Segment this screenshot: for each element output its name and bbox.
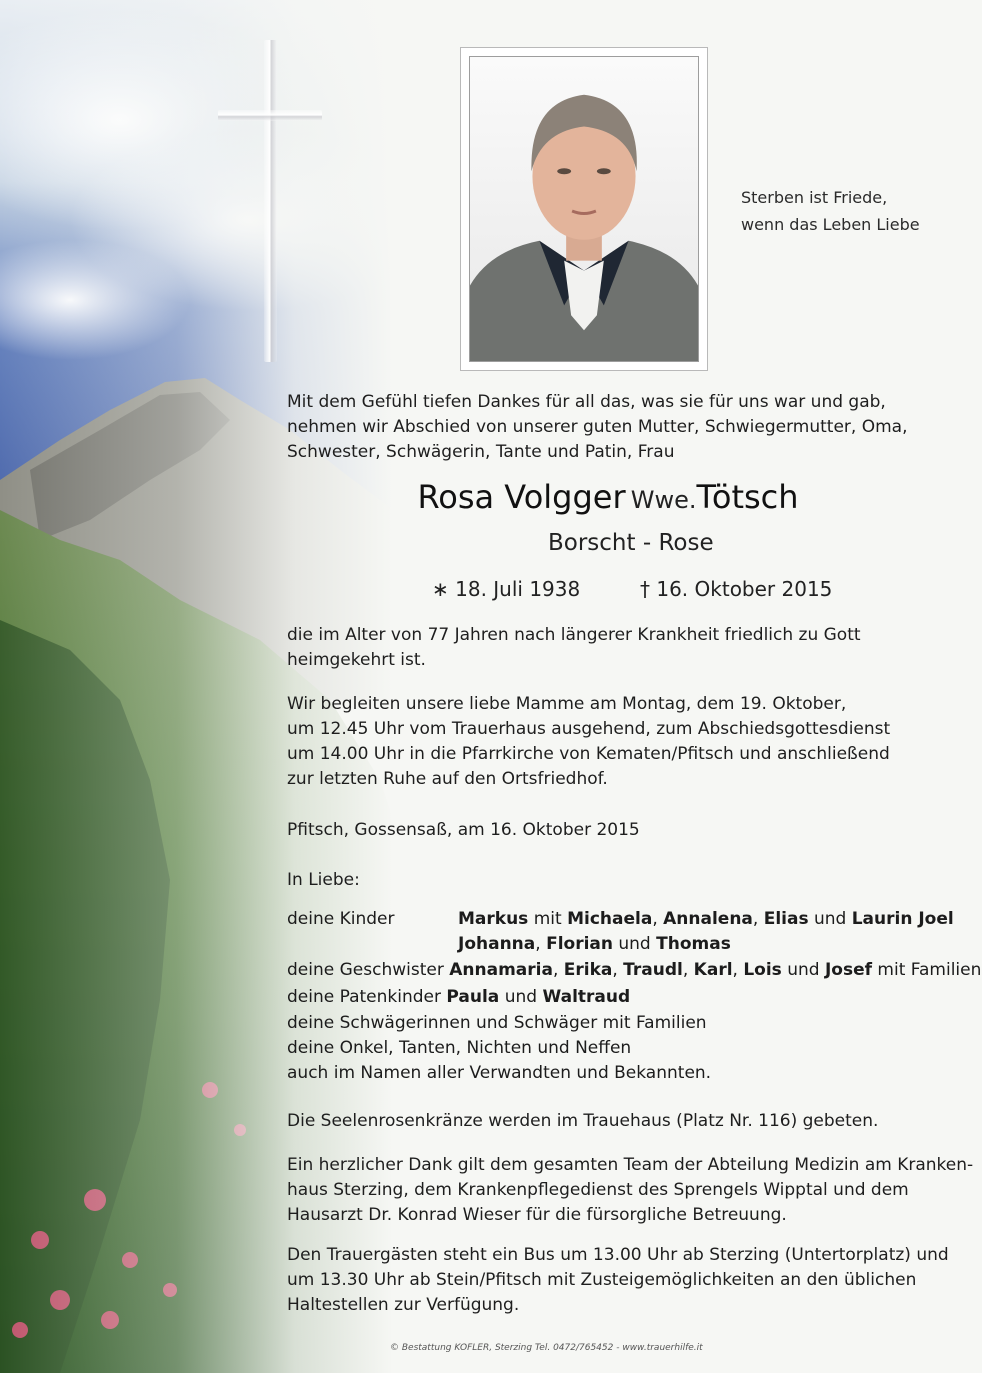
thanks-line-2: haus Sterzing, dem Krankenpflegedienst des Sprengels Wipptal und dem	[287, 1180, 909, 1200]
age-line-2: heimgekehrt ist.	[287, 650, 426, 670]
footer-credit: © Bestattung KOFLER, Sterzing Tel. 0472/765452 - www.trauerhilfe.it	[390, 1343, 703, 1353]
child-name: Johanna	[458, 934, 536, 954]
sibling-name: Lois	[743, 960, 782, 980]
sibling-name: Erika	[563, 960, 613, 980]
intro-line-2: nehmen wir Abschied von unserer guten Mutter, Schwiegermutter, Oma,	[287, 417, 908, 437]
deceased-name	[0, 478, 954, 516]
sibling-name: Josef	[824, 960, 873, 980]
deceased-first-last: Rosa Volgger	[417, 478, 626, 516]
intro-line-3: Schwester, Schwägerin, Tante und Patin, Frau	[287, 442, 675, 462]
deceased-maiden-name: Tötsch	[696, 478, 799, 516]
thanks-line-3: Hausarzt Dr. Konrad Wieser für die fürsorgliche Betreuung.	[287, 1205, 787, 1225]
siblings-row	[287, 958, 981, 983]
relatives-line: deine Onkel, Tanten, Nichten und Neffen	[287, 1038, 632, 1058]
deceased-nickname: Borscht - Rose	[548, 530, 714, 556]
sibling-name: Karl	[693, 960, 733, 980]
thanks-paragraph	[287, 1153, 973, 1228]
connector-text: und	[808, 909, 852, 929]
connector-text: ,	[612, 960, 624, 980]
connector-text: ,	[732, 960, 744, 980]
children-names-line-2	[458, 932, 731, 957]
bus-line-3: Haltestellen zur Verfügung.	[287, 1295, 520, 1315]
siblings-label: deine Geschwister	[287, 960, 444, 980]
death-date: † 16. Oktober 2015	[640, 577, 833, 601]
funeral-line-4: zur letzten Ruhe auf den Ortsfriedhof.	[287, 769, 608, 789]
connector-text: ,	[552, 960, 564, 980]
rosary-notice: Die Seelenrosenkränze werden im Trauehaus (Platz Nr. 116) gebeten.	[287, 1111, 879, 1131]
widow-prefix: Wwe.	[630, 486, 697, 514]
cross-vertical-bar	[264, 40, 277, 362]
child-name: Laurin Joel	[851, 909, 954, 929]
child-name: Florian	[546, 934, 613, 954]
birth-date: ∗ 18. Juli 1938	[432, 577, 581, 601]
children-names-line-1	[458, 907, 954, 932]
in-laws-line: deine Schwägerinnen und Schwäger mit Familien	[287, 1013, 707, 1033]
connector-text: ,	[752, 909, 764, 929]
child-name: Elias	[763, 909, 809, 929]
bus-paragraph	[287, 1243, 949, 1318]
intro-line-1: Mit dem Gefühl tiefen Dankes für all das, was sie für uns war und gab,	[287, 392, 886, 412]
funeral-paragraph	[287, 692, 890, 792]
child-name: Thomas	[656, 934, 731, 954]
age-line-1: die im Alter von 77 Jahren nach längerer Krankheit friedlich zu Gott	[287, 625, 861, 645]
intro-paragraph	[287, 390, 908, 465]
sibling-name: Traudl	[623, 960, 683, 980]
quote	[741, 184, 920, 238]
in-love-label: In Liebe:	[287, 870, 360, 890]
age-paragraph	[287, 623, 861, 673]
child-name: Markus	[458, 909, 529, 929]
cross-horizontal-bar	[218, 110, 322, 121]
godchildren-row	[287, 985, 630, 1010]
bus-line-1: Den Trauergästen steht ein Bus um 13.00 Uhr ab Sterzing (Untertorplatz) und	[287, 1245, 949, 1265]
sibling-name: Annamaria	[449, 960, 553, 980]
godchildren-label: deine Patenkinder	[287, 987, 441, 1007]
connector-text: und	[612, 934, 657, 954]
place-date: Pfitsch, Gossensaß, am 16. Oktober 2015	[287, 820, 640, 840]
connector-text: und	[781, 960, 825, 980]
funeral-line-3: um 14.00 Uhr in die Pfarrkirche von Kematen/Pfitsch und anschließend	[287, 744, 890, 764]
quote-line-2: wenn das Leben Liebe	[741, 215, 920, 234]
connector-text: ,	[682, 960, 694, 980]
portrait-photo	[469, 56, 699, 362]
bus-line-2: um 13.30 Uhr ab Stein/Pfitsch mit Zusteigemöglichkeiten an den üblichen	[287, 1270, 917, 1290]
connector-text: mit Familien	[872, 960, 982, 980]
thanks-line-1: Ein herzlicher Dank gilt dem gesamten Team der Abteilung Medizin am Kranken-	[287, 1155, 974, 1175]
godchild-name: Waltraud	[542, 987, 631, 1007]
quote-line-1: Sterben ist Friede,	[741, 188, 888, 207]
child-name: Annalena	[663, 909, 753, 929]
child-name: Michaela	[567, 909, 653, 929]
funeral-line-1: Wir begleiten unsere liebe Mamme am Montag, dem 19. Oktober,	[287, 694, 847, 714]
connector-text: ,	[652, 909, 664, 929]
children-label: deine Kinder	[287, 909, 395, 929]
acquaintances-line: auch im Namen aller Verwandten und Bekannten.	[287, 1063, 712, 1083]
connector-text: mit	[528, 909, 568, 929]
connector-text: ,	[535, 934, 547, 954]
godchild-name: Paula	[446, 987, 500, 1007]
connector-text: und	[499, 987, 543, 1007]
funeral-line-2: um 12.45 Uhr vom Trauerhaus ausgehend, zum Abschiedsgottesdienst	[287, 719, 891, 739]
portrait-frame	[460, 47, 708, 371]
